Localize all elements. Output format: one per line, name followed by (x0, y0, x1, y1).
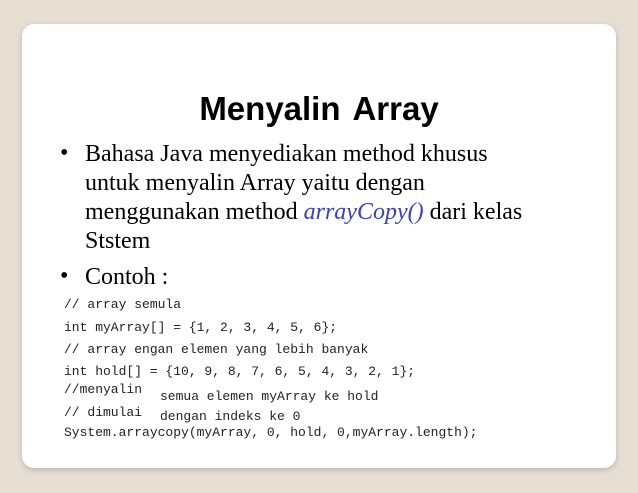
bullet-marker: • (60, 140, 69, 166)
bullet-line: Bahasa Java menyediakan method khusus (85, 141, 488, 167)
code-comment: semua elemen myArray ke hold (160, 389, 379, 404)
bullet-text (85, 140, 560, 256)
code-line: System.arraycopy(myArray, 0, hold, 0,myArray.length); (64, 425, 478, 440)
bullet-line-text: menggunakan method (85, 199, 304, 225)
highlight-method-name: arrayCopy() (303, 199, 424, 225)
code-line: int hold[] = {10, 9, 8, 7, 6, 5, 4, 3, 2, 1}; (64, 364, 416, 379)
bullet-marker: • (60, 263, 69, 289)
code-comment: // dimulai (64, 405, 143, 420)
bullet-line-text: dari kelas (423, 199, 523, 225)
bullet-line: untuk menyalin Array yaitu dengan (85, 170, 425, 196)
bullet-line: Ststem (85, 228, 151, 254)
bullet-text: Contoh : (85, 264, 169, 290)
code-comment: //menyalin (64, 382, 143, 397)
slide-title: Menyalin Array (199, 90, 439, 127)
code-comment: dengan indeks ke 0 (160, 409, 301, 424)
code-comment: // array engan elemen yang lebih banyak (64, 342, 369, 357)
code-line: int myArray[] = {1, 2, 3, 4, 5, 6}; (64, 320, 338, 335)
code-comment: // array semula (64, 297, 182, 312)
bullet-line (85, 198, 560, 227)
